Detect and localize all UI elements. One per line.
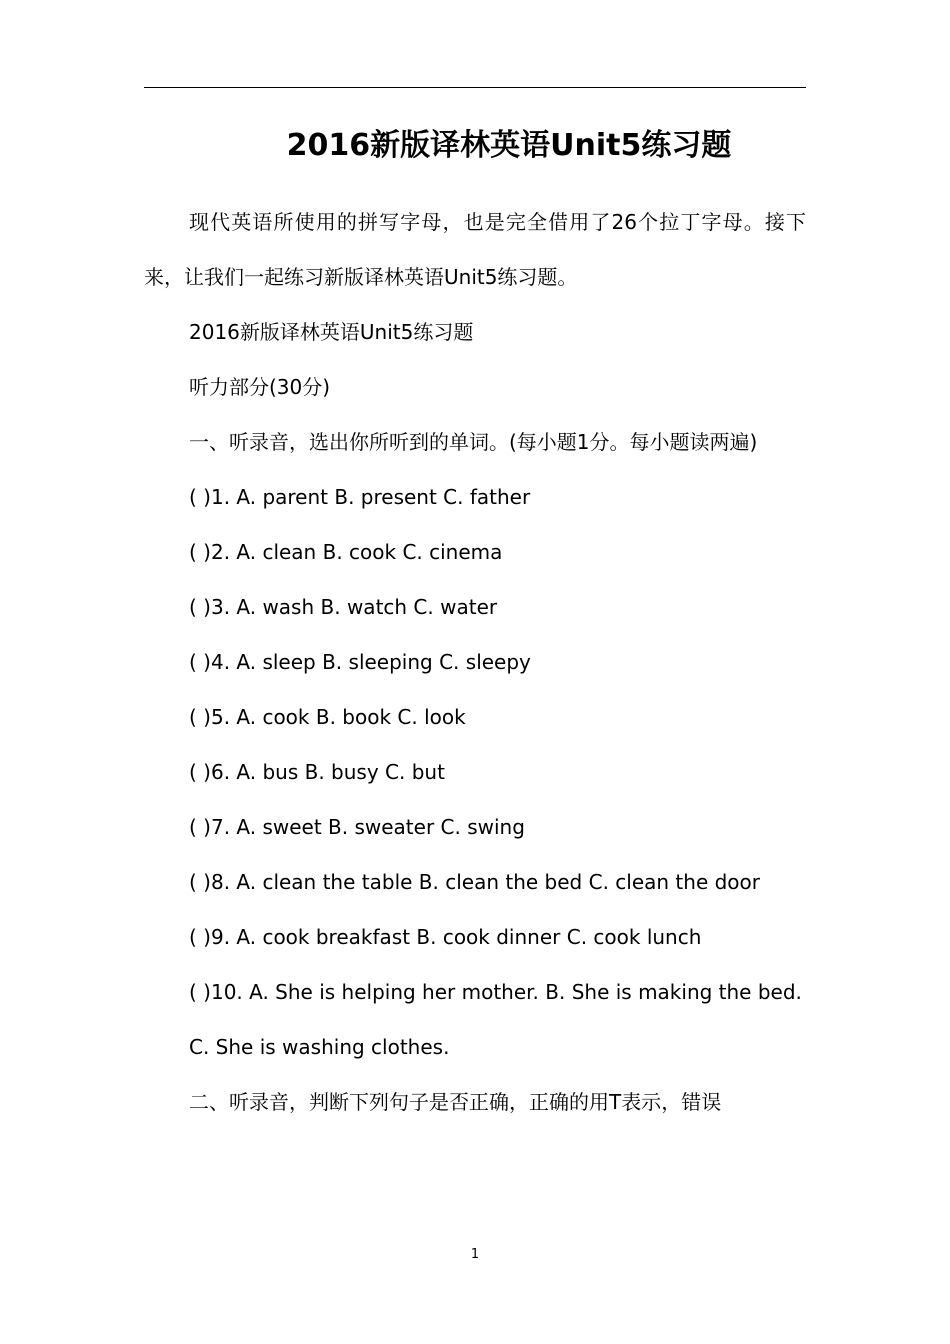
question-item-continuation: C. She is washing clothes. — [189, 1035, 450, 1059]
question-item: ( )6. A. bus B. busy C. but — [189, 760, 445, 784]
question-item: ( )9. A. cook breakfast B. cook dinner C. cook lunch — [189, 925, 702, 949]
question-item: ( )1. A. parent B. present C. father — [189, 485, 531, 509]
question-item: ( )10. A. She is helping her mother. B. She is making the bed. — [189, 980, 802, 1004]
part1-instruction: 一、听录音，选出你所听到的单词。(每小题1分。每小题读两遍) — [189, 430, 758, 454]
question-item: ( )8. A. clean the table B. clean the bed C. clean the door — [189, 870, 760, 894]
document-body — [144, 195, 806, 1130]
page-number: 1 — [470, 1247, 480, 1262]
question-item: ( )2. A. clean B. cook C. cinema — [189, 540, 503, 564]
section-heading-listening: 听力部分(30分) — [189, 375, 331, 399]
part2-instruction: 二、听录音，判断下列句子是否正确，正确的用T表示，错误 — [189, 1090, 722, 1114]
question-item: ( )3. A. wash B. watch C. water — [189, 595, 498, 619]
subtitle: 2016新版译林英语Unit5练习题 — [189, 320, 474, 344]
question-item: ( )4. A. sleep B. sleeping C. sleepy — [189, 650, 531, 674]
document-title: 2016新版译林英语Unit5练习题 — [286, 128, 732, 163]
header-rule — [144, 87, 806, 88]
intro-paragraph: 现代英语所使用的拼写字母，也是完全借用了26个拉丁字母。接下来，让我们一起练习新版译林英语Unit5练习题。 — [144, 210, 806, 289]
question-item: ( )7. A. sweet B. sweater C. swing — [189, 815, 525, 839]
question-item: ( )5. A. cook B. book C. look — [189, 705, 466, 729]
